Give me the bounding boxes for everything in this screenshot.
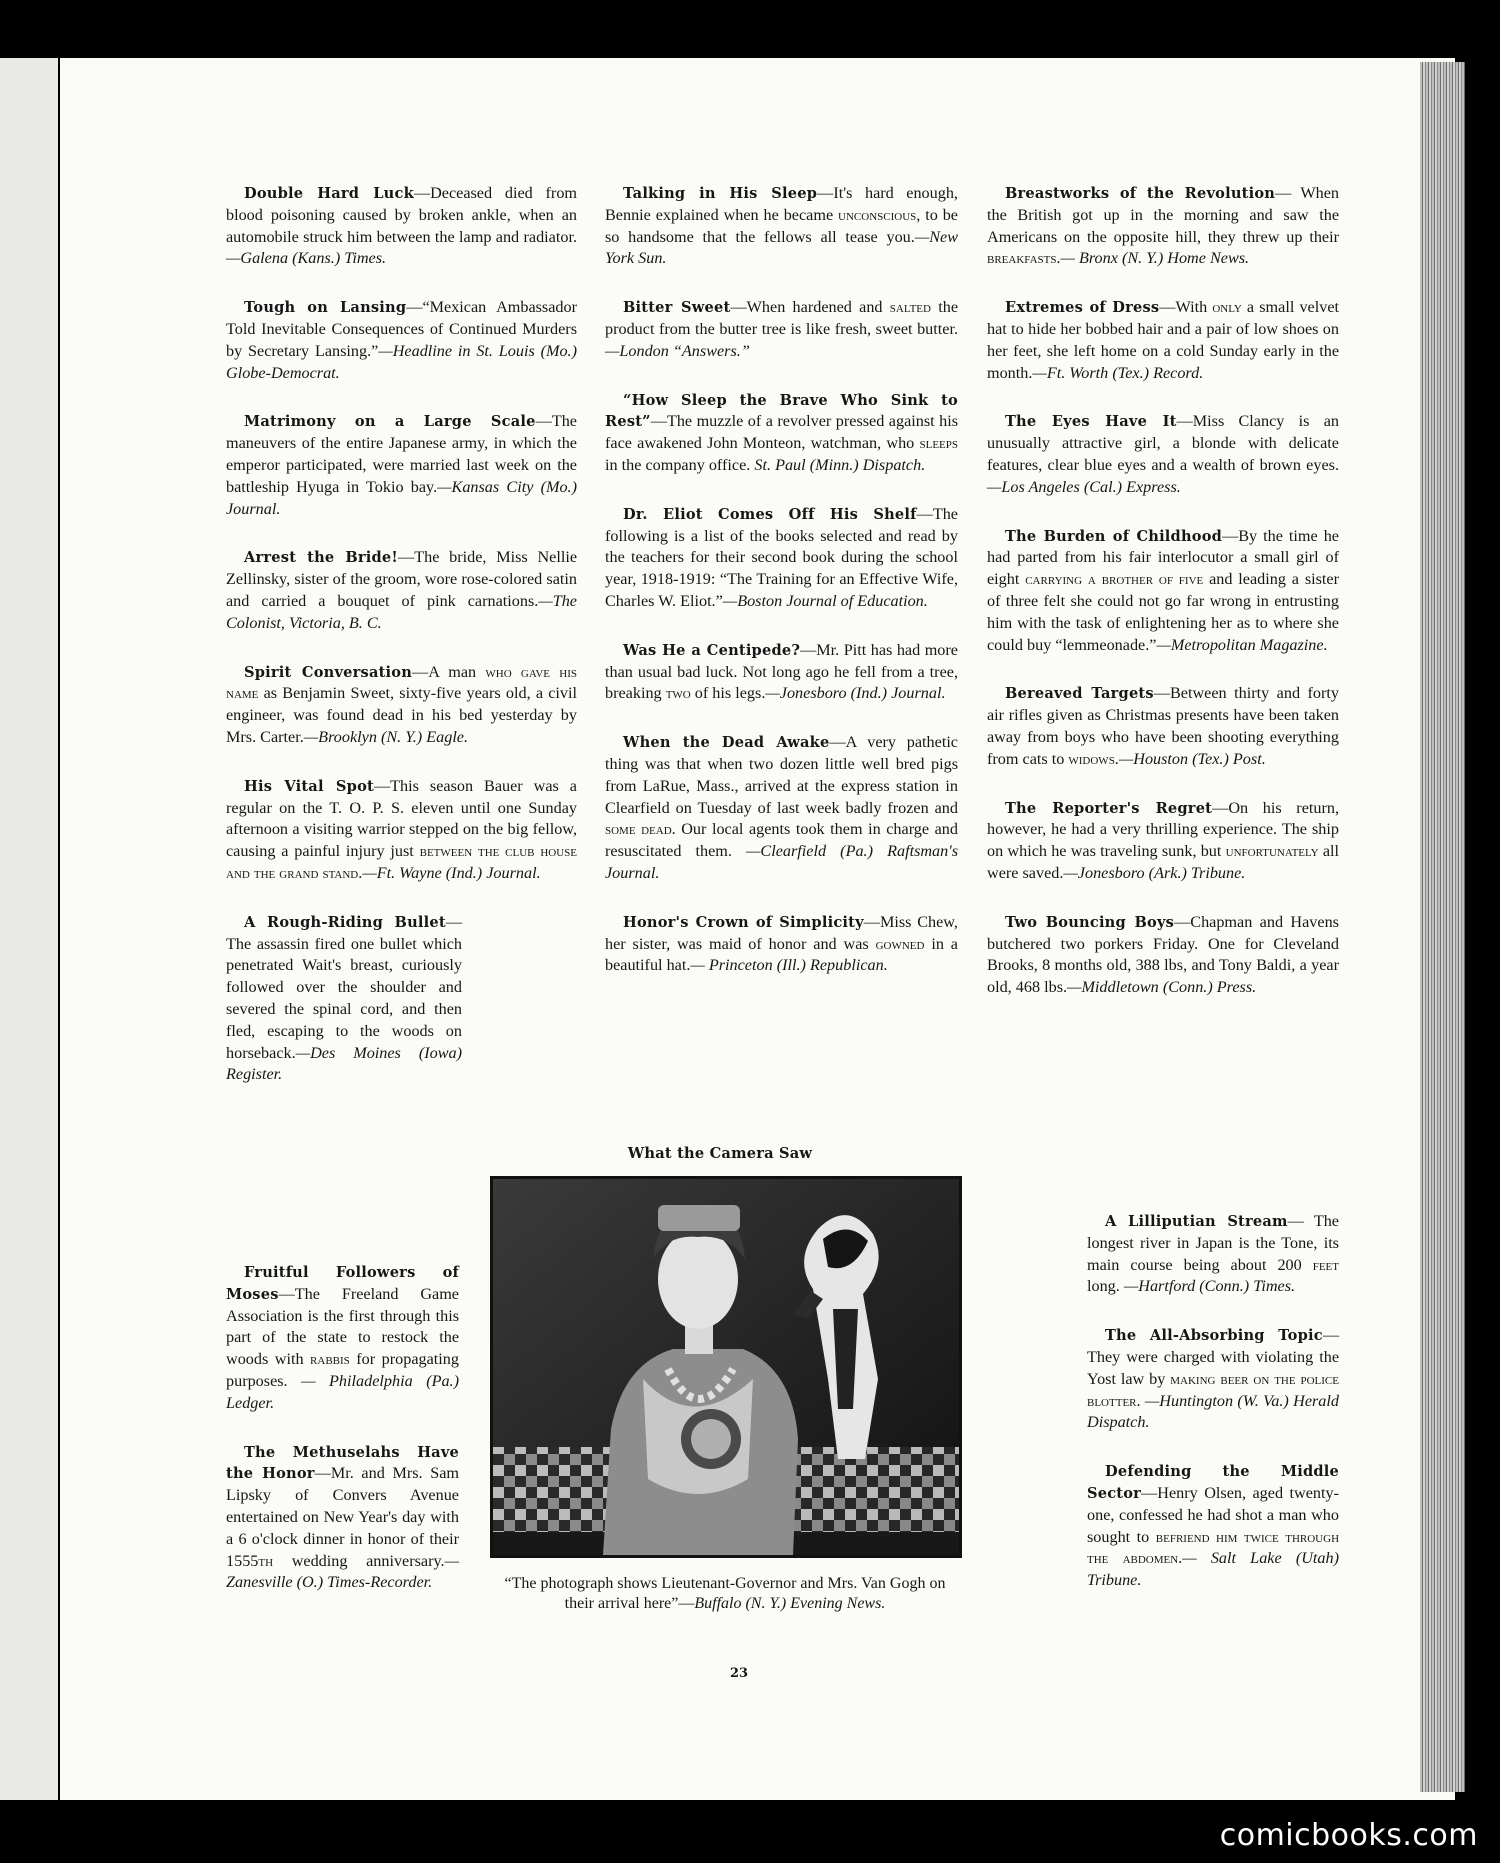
article-emphasis: unconscious, (838, 205, 921, 224)
article (987, 798, 1339, 885)
article (605, 297, 958, 362)
article-heading: The Methuselahs Have the Honor (226, 1443, 459, 1483)
article-heading: The All-Absorbing Topic (1105, 1327, 1323, 1345)
article (226, 776, 577, 885)
article-body: —Henry Olsen, aged twenty-one, confessed he had shot a man who sought to (1087, 1483, 1339, 1546)
photo-title: What the Camera Saw (627, 1145, 813, 1162)
article-source: — Bronx (N. Y.) Home News. (1060, 249, 1250, 268)
photo-caption-text: “The photograph shows Lieutenant-Governor and Mrs. Van Gogh on their arrival here” (504, 1575, 946, 1612)
article-source: — Princeton (Ill.) Republican. (690, 956, 888, 975)
article-body: —The assassin fired one bullet which penetrated Wait's breast, curiously followed over the shoulder and severed the spinal cord, and then fled, escaping to the woods on horseback. (226, 912, 462, 1062)
article-source: — Philadelphia (Pa.) Ledger. (226, 1371, 459, 1412)
article-source: —Jonesboro (Ark.) Tribune. (1063, 863, 1246, 882)
article-emphasis: between the club house and the grand stand. (226, 842, 577, 882)
article-emphasis: making beer on the police blotter. (1087, 1369, 1339, 1410)
article-heading: Fruitful Followers of Moses (226, 1264, 459, 1303)
article-heading: Spirit Conversation (244, 663, 413, 681)
article-heading: Bitter Sweet (623, 299, 731, 317)
article-emphasis: 1555th (226, 1551, 274, 1570)
article-heading: Two Bouncing Boys (1005, 913, 1175, 931)
article (987, 526, 1339, 657)
article (987, 183, 1339, 270)
article-heading: The Reporter's Regret (1005, 799, 1213, 817)
article-source: —Metropolitan Magazine. (1156, 635, 1328, 654)
article-source: —Ft. Worth (Tex.) Record. (1032, 363, 1204, 382)
article-body-continued: in a beautiful hat. (605, 934, 958, 975)
article-body-continued: wedding anniversary. (273, 1551, 445, 1570)
article-body-continued: and leading a sister of three felt she could not go far wrong in entrusting him with the task of enlightening her as to where she could buy “lemmeonade.” (987, 570, 1339, 654)
article (987, 683, 1339, 770)
article-heading: Honor's Crown of Simplicity (623, 913, 864, 931)
article-heading: Breastworks of the Revolution (1005, 185, 1276, 202)
article-body: —The Freeland Game Association is the first through this part of the state to restock the woods with (226, 1284, 459, 1369)
article-body-continued: in the company office. (605, 455, 751, 474)
article (226, 662, 577, 749)
article-heading: “How Sleep the Brave Who Sink to Rest” (605, 391, 958, 431)
article-source: —Jonesboro (Ind.) Journal. (765, 684, 946, 703)
article-emphasis: feet (1312, 1255, 1339, 1274)
page-number: 23 (730, 1666, 749, 1681)
photo-caption-source: Buffalo (N. Y.) Evening News. (694, 1595, 886, 1612)
article-body: — The longest river in Japan is the Tone, its main course being about 200 (1087, 1212, 1339, 1274)
column-3 (987, 183, 1339, 1026)
article-source: —Hartford (Conn.) Times. (1119, 1277, 1296, 1296)
article (987, 297, 1339, 384)
article-emphasis: two (665, 684, 691, 703)
article-body: —By the time he had parted from his fair interlocutor a small girl of eight (987, 526, 1339, 589)
article-heading: Dr. Eliot Comes Off His Shelf (623, 505, 917, 523)
article-body-continued: all were saved. (987, 842, 1339, 882)
article-body: —Between thirty and forty air rifles given as Christmas presents have been taken away from boys who have been shooting everything from cats to (987, 684, 1339, 768)
article-body: —It's hard enough, Bennie explained when he became (605, 184, 958, 224)
article-emphasis: sleeps (919, 434, 958, 453)
article (1087, 1325, 1339, 1434)
article-heading: When the Dead Awake (623, 734, 830, 752)
article (226, 547, 577, 634)
article (987, 912, 1339, 999)
article-source: —Boston Journal of Education. (722, 591, 928, 610)
article (605, 504, 958, 613)
article-heading: Arrest the Bride! (244, 549, 399, 567)
article-source: —Zanesville (O.) Times-Recorder. (226, 1551, 459, 1592)
article-body-continued: the product from the butter tree is like fresh, sweet butter. (605, 298, 958, 338)
article-emphasis: rabbis (310, 1350, 350, 1369)
article-emphasis: befriend him twice through the abdomen. (1087, 1527, 1340, 1568)
article-source: —Galena (Kans.) Times. (226, 249, 387, 268)
article-emphasis: breakfasts. (987, 249, 1061, 268)
article-heading: The Burden of Childhood (1005, 527, 1223, 545)
article (226, 1262, 459, 1415)
article (226, 411, 577, 520)
article-body-continued: for propagating purposes. (226, 1350, 459, 1390)
article-body: —Mr. and Mrs. Sam Lipsky of Convers Avenue entertained on New Year's day with a 6 o'clock dinner in honor of their (226, 1464, 459, 1548)
article-body: —A man (412, 662, 486, 681)
photo-caption: “The photograph shows Lieutenant-Governor and Mrs. Van Gogh on their arrival here”—Buffalo (N. Y.) Evening News. (504, 1575, 946, 1612)
article-emphasis: who gave his name (226, 662, 577, 703)
column-1 (226, 183, 577, 1113)
article (605, 912, 958, 977)
article-heading: The Eyes Have It (1005, 413, 1177, 431)
article (605, 640, 958, 705)
article-body-continued: of his legs. (690, 684, 766, 703)
article (226, 1442, 459, 1595)
article-heading: His Vital Spot (244, 777, 374, 795)
previous-page-edge (0, 58, 58, 1800)
article-heading: A Rough-Riding Bullet (244, 913, 446, 931)
article (226, 183, 577, 270)
article-body-continued: to be so handsome that the fellows all tease you. (605, 205, 958, 246)
article-source: —Kansas City (Mo.) Journal. (226, 477, 577, 518)
book-page-edges (1420, 62, 1465, 1792)
article-source: — Salt Lake (Utah) Tribune. (1087, 1549, 1339, 1590)
article-body-continued: Our local agents took them in charge and resuscitated them. (605, 820, 958, 861)
watermark: comicbooks.com (1219, 1818, 1478, 1853)
article-source: —Brooklyn (N. Y.) Eagle. (303, 727, 469, 746)
article-source: —New York Sun. (605, 227, 958, 268)
article-source: —Houston (Tex.) Post. (1118, 749, 1266, 768)
photo-illustration (493, 1179, 959, 1555)
article-body: —The following is a list of the books selected and read by the teachers for their second book during the school year, 1918-1919: “The Training for an Effective Wife, Charles W. Eliot.” (605, 504, 958, 610)
article (226, 912, 462, 1086)
article-body: —The maneuvers of the entire Japanese army, in which the emperor participated, were married last week on the battleship Hyuga in Tokio bay. (226, 412, 577, 496)
article-heading: A Lilliputian Stream (1105, 1213, 1288, 1230)
article (1087, 1461, 1339, 1592)
column-3-lower (1087, 1211, 1339, 1619)
column-2 (605, 183, 958, 1004)
article-emphasis: carrying a brother of five (1025, 570, 1204, 589)
article-body: —Miss Chew, her sister, was maid of honor and was (605, 912, 958, 953)
article-body: —Mr. Pitt has had more than usual bad luck. Not long ago he fell from a tree, breaking (605, 640, 958, 703)
article-source: —Los Angeles (Cal.) Express. (987, 477, 1181, 496)
article-emphasis: gowned (875, 934, 925, 953)
article-heading: Extremes of Dress (1005, 299, 1160, 317)
article-body: —A very pathetic thing was that when two dozen little well bred pigs from LaRue, Mass., arrived at the express station in Clearfield on Tuesday of last week badly frozen and (605, 733, 958, 817)
article-source: —The Colonist, Victoria, B. C. (226, 591, 577, 632)
article-body-continued: long. (1087, 1277, 1120, 1296)
article (226, 297, 577, 384)
article-heading: Matrimony on a Large Scale (244, 413, 536, 431)
article-heading: Tough on Lansing (244, 299, 407, 317)
article-body: —The muzzle of a revolver pressed against his face awakened John Monteon, watchman, who (605, 412, 958, 453)
article-source: —Clearfield (Pa.) Raftsman's Journal. (605, 842, 959, 882)
article (605, 183, 958, 270)
article-source: —Ft. Wayne (Ind.) Journal. (362, 863, 541, 882)
article-heading: Double Hard Luck (244, 185, 414, 202)
article-source: —Headline in St. Louis (Mo.) Globe-Democrat. (226, 341, 577, 382)
article-emphasis: widows. (1068, 749, 1119, 768)
article-emphasis: unfortunately (1225, 842, 1319, 861)
article-heading: Talking in His Sleep (623, 185, 818, 202)
article-body: — When the British got up in the morning and saw the Americans on the opposite hill, they threw up their (987, 184, 1340, 246)
article (605, 390, 958, 477)
article-source: St. Paul (Minn.) Dispatch. (750, 455, 926, 474)
article-heading: Bereaved Targets (1005, 685, 1154, 703)
article-emphasis: salted (889, 298, 931, 317)
article-body: —When hardened and (730, 298, 890, 317)
article-emphasis: some dead. (605, 820, 676, 839)
article-source: —London “Answers.” (605, 341, 750, 360)
article-source: —Des Moines (Iowa) Register. (226, 1043, 462, 1084)
article-source: —Huntington (W. Va.) Herald Dispatch. (1087, 1391, 1339, 1432)
article-body: —The bride, Miss Nellie Zellinsky, sister of the groom, wore rose-colored satin and carried a bouquet of pink carnations. (226, 548, 578, 610)
article-source: —Middletown (Conn.) Press. (1067, 978, 1257, 997)
article-body: —On his return, however, he had a very thrilling experience. The ship on which he was traveling sunk, but (987, 798, 1340, 861)
article (605, 732, 958, 885)
article-body: —They were charged with violating the Yost law by (1087, 1326, 1339, 1388)
article-heading: Was He a Centipede? (623, 641, 801, 659)
article-body-continued: as Benjamin Sweet, sixty-five years old, a civil engineer, was found dead in his bed yesterday by Mrs. Carter. (226, 684, 577, 746)
article-body: —Deceased died from blood poisoning caused by broken ankle, when an automobile struck him between the lamp and radiator. (226, 184, 577, 246)
article-body: —Miss Clancy is an unusually attractive girl, a blonde with delicate features, clear blue eyes and a wealth of brown eyes. (987, 412, 1339, 474)
article-emphasis: only (1212, 298, 1242, 317)
article (987, 411, 1339, 498)
column-1-lower (226, 1262, 459, 1621)
article-heading: Defending the Middle Sector (1087, 1463, 1339, 1502)
article-body: —“Mexican Ambassador Told Inevitable Consequences of Continued Murders by Secretary Lansing.” (226, 298, 577, 360)
photo (490, 1176, 962, 1558)
article-body: —With (1159, 298, 1213, 317)
article-body: —Chapman and Havens butchered two porkers Friday. One for Cleveland Brooks, 8 months old, 388 lbs, and Tony Baldi, a year old, 468 lbs. (987, 912, 1339, 997)
article-body: —This season Bauer was a regular on the T. O. P. S. eleven until one Sunday afternoon a visiting warrior stepped on the big fellow, causing a painful injury just (226, 776, 577, 861)
article (1087, 1211, 1339, 1298)
article-body-continued: a small velvet hat to hide her bobbed hair and a pair of low shoes on her feet, she left home on a cold Sunday early in the month. (987, 298, 1340, 382)
